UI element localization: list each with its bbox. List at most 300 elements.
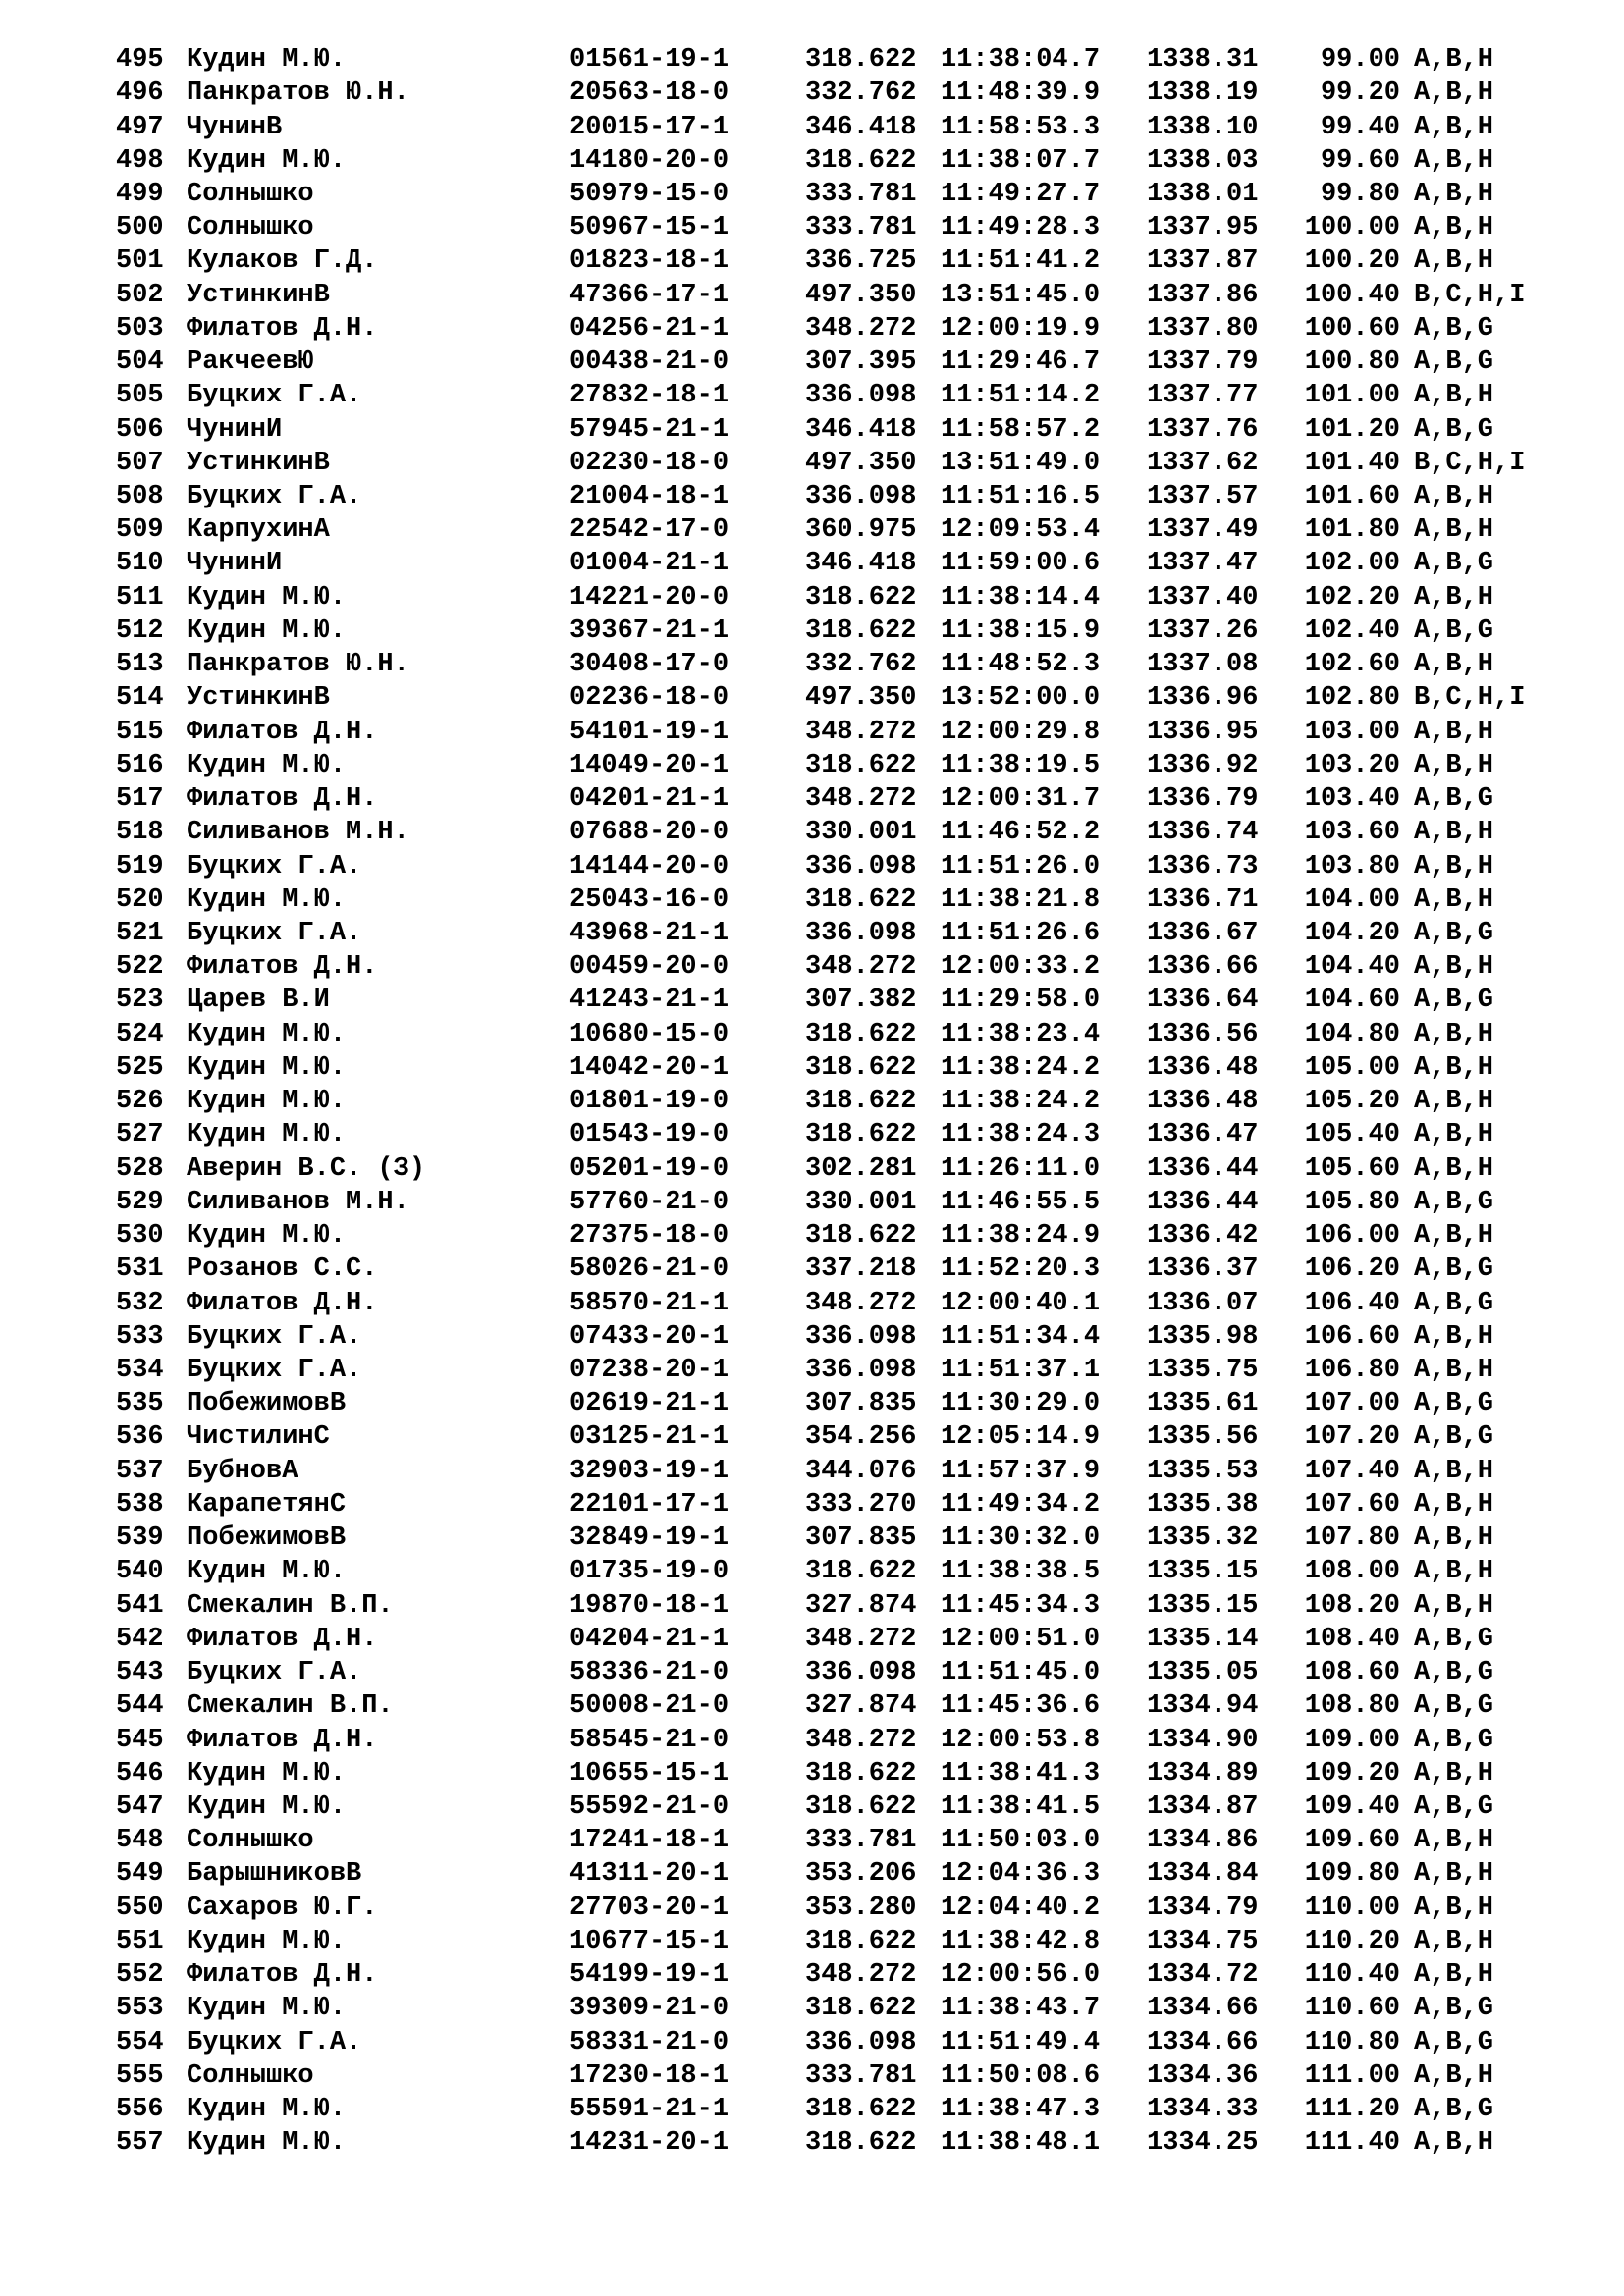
value-a: 318.622: [805, 1120, 917, 1150]
score: 1337.76: [1147, 414, 1259, 445]
record-id: 04201-21-1: [569, 784, 730, 815]
table-row: [0, 883, 1624, 918]
participant-name: Филатов Д.Н.: [187, 1725, 378, 1755]
participant-name: Панкратов Ю.Н.: [187, 79, 409, 109]
participant-name: Солнышко: [187, 179, 314, 209]
record-id: 39367-21-1: [569, 615, 730, 646]
score: 1335.75: [1147, 1356, 1259, 1385]
delta: 101.60: [1304, 482, 1400, 511]
participant-name: Солнышко: [187, 1826, 314, 1856]
table-row: [0, 1857, 1624, 1892]
flags: A,B,H: [1414, 884, 1494, 915]
value-a: 302.281: [805, 1153, 917, 1184]
participant-name: Кудин М.Ю.: [187, 1926, 347, 1956]
delta: 108.60: [1304, 1658, 1400, 1687]
score: 1334.94: [1147, 1691, 1259, 1722]
row-number: 529: [116, 1187, 164, 1217]
score: 1338.31: [1147, 45, 1259, 75]
time: 11:52:20.3: [941, 1255, 1101, 1285]
record-id: 03125-21-1: [569, 1422, 730, 1453]
time: 11:38:38.5: [941, 1557, 1101, 1587]
row-number: 531: [116, 1255, 164, 1285]
row-number: 544: [116, 1691, 164, 1722]
value-a: 330.001: [805, 818, 917, 848]
row-number: 522: [116, 952, 164, 983]
participant-name: Царев В.И: [187, 986, 330, 1016]
flags: A,B,H: [1414, 515, 1494, 546]
participant-name: ЧистилинС: [187, 1422, 330, 1453]
table-row: [0, 1522, 1624, 1556]
flags: A,B,H: [1414, 952, 1494, 983]
score: 1336.66: [1147, 952, 1259, 983]
flags: A,B,G: [1414, 313, 1494, 344]
time: 12:00:29.8: [941, 717, 1101, 747]
value-a: 336.098: [805, 1658, 917, 1687]
table-row: [0, 1253, 1624, 1287]
table-row: [0, 2059, 1624, 2094]
flags: A,B,G: [1414, 1288, 1494, 1318]
value-a: 318.622: [805, 1792, 917, 1822]
score: 1336.44: [1147, 1187, 1259, 1217]
record-id: 14049-20-1: [569, 750, 730, 780]
delta: 110.20: [1304, 1926, 1400, 1956]
value-a: 318.622: [805, 1019, 917, 1049]
flags: A,B,G: [1414, 2027, 1494, 2057]
record-id: 22101-17-1: [569, 1489, 730, 1520]
row-number: 548: [116, 1826, 164, 1856]
flags: A,B,H: [1414, 1153, 1494, 1184]
table-row: [0, 1790, 1624, 1825]
row-number: 555: [116, 2060, 164, 2091]
participant-name: ПобежимовВ: [187, 1523, 347, 1554]
row-number: 516: [116, 750, 164, 780]
record-id: 27832-18-1: [569, 381, 730, 411]
flags: A,B,H: [1414, 45, 1494, 75]
score: 1335.14: [1147, 1624, 1259, 1654]
row-number: 549: [116, 1859, 164, 1890]
row-number: 497: [116, 112, 164, 142]
table-row: [0, 1623, 1624, 1657]
value-a: 318.622: [805, 1926, 917, 1956]
delta: 108.80: [1304, 1691, 1400, 1722]
participant-name: Кудин М.Ю.: [187, 1792, 347, 1822]
flags: A,B,H: [1414, 1557, 1494, 1587]
delta: 108.40: [1304, 1624, 1400, 1654]
score: 1337.79: [1147, 347, 1259, 378]
record-id: 57760-21-0: [569, 1187, 730, 1217]
record-id: 22542-17-0: [569, 515, 730, 546]
flags: A,B,G: [1414, 1658, 1494, 1687]
flags: A,B,H: [1414, 1321, 1494, 1352]
row-number: 546: [116, 1758, 164, 1789]
value-a: 333.781: [805, 2060, 917, 2091]
value-a: 353.206: [805, 1859, 917, 1890]
value-a: 318.622: [805, 2128, 917, 2159]
time: 11:30:32.0: [941, 1523, 1101, 1554]
record-id: 01735-19-0: [569, 1557, 730, 1587]
flags: A,B,H: [1414, 818, 1494, 848]
value-a: 333.781: [805, 213, 917, 243]
table-row: [0, 1656, 1624, 1690]
value-a: 348.272: [805, 784, 917, 815]
flags: B,C,H,I: [1414, 448, 1526, 478]
delta: 109.20: [1304, 1758, 1400, 1789]
record-id: 32903-19-1: [569, 1456, 730, 1486]
table-row: [0, 1724, 1624, 1758]
flags: A,B,H: [1414, 1859, 1494, 1890]
participant-name: Аверин В.С. (З): [187, 1153, 426, 1184]
value-a: 353.280: [805, 1893, 917, 1923]
participant-name: Кудин М.Ю.: [187, 1557, 347, 1587]
score: 1337.86: [1147, 280, 1259, 310]
score: 1335.15: [1147, 1590, 1259, 1621]
table-row: [0, 1689, 1624, 1724]
time: 12:04:40.2: [941, 1893, 1101, 1923]
row-number: 547: [116, 1792, 164, 1822]
score: 1334.89: [1147, 1758, 1259, 1789]
row-number: 527: [116, 1120, 164, 1150]
row-number: 525: [116, 1052, 164, 1083]
table-row: [0, 816, 1624, 850]
delta: 106.00: [1304, 1221, 1400, 1251]
delta: 106.40: [1304, 1288, 1400, 1318]
time: 11:51:37.1: [941, 1356, 1101, 1385]
score: 1337.87: [1147, 246, 1259, 277]
score: 1336.42: [1147, 1221, 1259, 1251]
participant-name: Солнышко: [187, 2060, 314, 2091]
delta: 103.40: [1304, 784, 1400, 815]
value-a: 318.622: [805, 615, 917, 646]
time: 11:38:14.4: [941, 582, 1101, 613]
value-a: 346.418: [805, 112, 917, 142]
time: 11:51:14.2: [941, 381, 1101, 411]
time: 11:51:26.0: [941, 851, 1101, 881]
score: 1336.48: [1147, 1052, 1259, 1083]
delta: 104.60: [1304, 986, 1400, 1016]
delta: 105.00: [1304, 1052, 1400, 1083]
row-number: 523: [116, 986, 164, 1016]
flags: A,B,G: [1414, 2095, 1494, 2124]
time: 11:51:26.6: [941, 919, 1101, 948]
row-number: 533: [116, 1321, 164, 1352]
value-a: 497.350: [805, 448, 917, 478]
score: 1336.64: [1147, 986, 1259, 1016]
row-number: 503: [116, 313, 164, 344]
table-row: [0, 279, 1624, 313]
participant-name: Кудин М.Ю.: [187, 1087, 347, 1117]
table-row: [0, 1992, 1624, 2026]
time: 11:51:45.0: [941, 1658, 1101, 1687]
score: 1336.92: [1147, 750, 1259, 780]
score: 1334.33: [1147, 2095, 1259, 2124]
time: 11:38:15.9: [941, 615, 1101, 646]
record-id: 04204-21-1: [569, 1624, 730, 1654]
value-a: 336.098: [805, 1321, 917, 1352]
flags: A,B,H: [1414, 145, 1494, 176]
value-a: 330.001: [805, 1187, 917, 1217]
table-row: [0, 1219, 1624, 1254]
score: 1335.98: [1147, 1321, 1259, 1352]
delta: 99.00: [1320, 45, 1400, 75]
participant-name: Кудин М.Ю.: [187, 1758, 347, 1789]
record-id: 50008-21-0: [569, 1691, 730, 1722]
delta: 103.20: [1304, 750, 1400, 780]
time: 13:51:45.0: [941, 280, 1101, 310]
participant-name: Кудин М.Ю.: [187, 750, 347, 780]
score: 1338.01: [1147, 179, 1259, 209]
row-number: 545: [116, 1725, 164, 1755]
row-number: 507: [116, 448, 164, 478]
participant-name: Кудин М.Ю.: [187, 1221, 347, 1251]
row-number: 513: [116, 650, 164, 680]
value-a: 348.272: [805, 952, 917, 983]
flags: A,B,H: [1414, 213, 1494, 243]
participant-name: Кудин М.Ю.: [187, 2128, 347, 2159]
time: 11:46:52.2: [941, 818, 1101, 848]
flags: A,B,H: [1414, 1590, 1494, 1621]
delta: 105.80: [1304, 1187, 1400, 1217]
flags: A,B,H: [1414, 2060, 1494, 2091]
record-id: 02619-21-1: [569, 1389, 730, 1419]
delta: 99.80: [1320, 179, 1400, 209]
record-id: 00459-20-0: [569, 952, 730, 983]
flags: A,B,H: [1414, 2128, 1494, 2159]
time: 11:26:11.0: [941, 1153, 1101, 1184]
time: 11:51:49.4: [941, 2027, 1101, 2057]
score: 1334.75: [1147, 1926, 1259, 1956]
row-number: 508: [116, 482, 164, 511]
table-row: [0, 1488, 1624, 1522]
delta: 102.20: [1304, 582, 1400, 613]
flags: A,B,G: [1414, 549, 1494, 579]
record-id: 25043-16-0: [569, 884, 730, 915]
row-number: 536: [116, 1422, 164, 1453]
record-id: 55592-21-0: [569, 1792, 730, 1822]
table-row: [0, 1354, 1624, 1388]
row-number: 514: [116, 683, 164, 714]
row-number: 517: [116, 784, 164, 815]
score: 1338.19: [1147, 79, 1259, 109]
time: 13:51:49.0: [941, 448, 1101, 478]
row-number: 534: [116, 1356, 164, 1385]
participant-name: РакчеевЮ: [187, 347, 314, 378]
participant-name: Кудин М.Ю.: [187, 45, 347, 75]
record-id: 07688-20-0: [569, 818, 730, 848]
record-id: 14231-20-1: [569, 2128, 730, 2159]
score: 1337.49: [1147, 515, 1259, 546]
flags: A,B,H: [1414, 750, 1494, 780]
flags: A,B,H: [1414, 1758, 1494, 1789]
row-number: 528: [116, 1153, 164, 1184]
score: 1334.72: [1147, 1960, 1259, 1991]
flags: A,B,H: [1414, 1356, 1494, 1385]
value-a: 318.622: [805, 1994, 917, 2024]
flags: A,B,G: [1414, 615, 1494, 646]
score: 1337.08: [1147, 650, 1259, 680]
flags: A,B,G: [1414, 1792, 1494, 1822]
record-id: 01543-19-0: [569, 1120, 730, 1150]
row-number: 557: [116, 2128, 164, 2159]
table-row: [0, 1757, 1624, 1791]
value-a: 307.835: [805, 1523, 917, 1554]
score: 1338.03: [1147, 145, 1259, 176]
score: 1334.87: [1147, 1792, 1259, 1822]
time: 11:45:36.6: [941, 1691, 1101, 1722]
row-number: 530: [116, 1221, 164, 1251]
score: 1337.95: [1147, 213, 1259, 243]
table-row: [0, 1118, 1624, 1152]
row-number: 537: [116, 1456, 164, 1486]
score: 1337.40: [1147, 582, 1259, 613]
participant-name: ЧунинВ: [187, 112, 283, 142]
table-row: [0, 1018, 1624, 1052]
value-a: 348.272: [805, 1725, 917, 1755]
record-id: 07433-20-1: [569, 1321, 730, 1352]
value-a: 337.218: [805, 1255, 917, 1285]
value-a: 336.098: [805, 2027, 917, 2057]
score: 1337.80: [1147, 313, 1259, 344]
table-row: [0, 2026, 1624, 2060]
score: 1336.56: [1147, 1019, 1259, 1049]
participant-name: Буцких Г.А.: [187, 2027, 362, 2057]
delta: 100.60: [1304, 313, 1400, 344]
score: 1337.77: [1147, 381, 1259, 411]
delta: 110.60: [1304, 1994, 1400, 2024]
participant-name: Буцких Г.А.: [187, 1356, 362, 1385]
delta: 101.80: [1304, 515, 1400, 546]
delta: 111.40: [1304, 2128, 1400, 2159]
score: 1335.38: [1147, 1489, 1259, 1520]
table-row: [0, 111, 1624, 145]
table-row: [0, 1387, 1624, 1421]
table-row: [0, 2093, 1624, 2127]
value-a: 336.098: [805, 919, 917, 948]
value-a: 318.622: [805, 750, 917, 780]
value-a: 354.256: [805, 1422, 917, 1453]
row-number: 538: [116, 1489, 164, 1520]
delta: 110.80: [1304, 2027, 1400, 2057]
flags: A,B,H: [1414, 1120, 1494, 1150]
participant-name: Буцких Г.А.: [187, 1321, 362, 1352]
flags: A,B,H: [1414, 79, 1494, 109]
delta: 101.40: [1304, 448, 1400, 478]
value-a: 318.622: [805, 1758, 917, 1789]
value-a: 318.622: [805, 1221, 917, 1251]
row-number: 505: [116, 381, 164, 411]
value-a: 332.762: [805, 650, 917, 680]
score: 1334.84: [1147, 1859, 1259, 1890]
record-id: 32849-19-1: [569, 1523, 730, 1554]
participant-name: Филатов Д.Н.: [187, 1624, 378, 1654]
value-a: 307.835: [805, 1389, 917, 1419]
value-a: 348.272: [805, 717, 917, 747]
record-id: 58545-21-0: [569, 1725, 730, 1755]
flags: A,B,H: [1414, 482, 1494, 511]
time: 11:38:42.8: [941, 1926, 1101, 1956]
time: 11:38:19.5: [941, 750, 1101, 780]
record-id: 14221-20-0: [569, 582, 730, 613]
record-id: 41243-21-1: [569, 986, 730, 1016]
participant-name: Филатов Д.Н.: [187, 784, 378, 815]
score: 1336.73: [1147, 851, 1259, 881]
delta: 106.20: [1304, 1255, 1400, 1285]
participant-name: Сахаров Ю.Г.: [187, 1893, 378, 1923]
table-row: [0, 346, 1624, 380]
record-id: 14180-20-0: [569, 145, 730, 176]
record-id: 14042-20-1: [569, 1052, 730, 1083]
flags: A,B,H: [1414, 717, 1494, 747]
table-row: [0, 1892, 1624, 1926]
time: 12:00:33.2: [941, 952, 1101, 983]
time: 11:59:00.6: [941, 549, 1101, 579]
time: 11:38:21.8: [941, 884, 1101, 915]
time: 11:57:37.9: [941, 1456, 1101, 1486]
time: 11:50:03.0: [941, 1826, 1101, 1856]
record-id: 58026-21-0: [569, 1255, 730, 1285]
row-number: 518: [116, 818, 164, 848]
participant-name: Филатов Д.Н.: [187, 313, 378, 344]
time: 13:52:00.0: [941, 683, 1101, 714]
score: 1337.26: [1147, 615, 1259, 646]
participant-name: УстинкинВ: [187, 683, 330, 714]
record-id: 43968-21-1: [569, 919, 730, 948]
table-row: [0, 648, 1624, 682]
time: 11:58:57.2: [941, 414, 1101, 445]
delta: 103.00: [1304, 717, 1400, 747]
table-row: [0, 614, 1624, 649]
flags: A,B,H: [1414, 582, 1494, 613]
record-id: 17241-18-1: [569, 1826, 730, 1856]
delta: 107.60: [1304, 1489, 1400, 1520]
record-id: 58336-21-0: [569, 1658, 730, 1687]
participant-name: Розанов С.С.: [187, 1255, 378, 1285]
time: 11:38:24.9: [941, 1221, 1101, 1251]
row-number: 543: [116, 1658, 164, 1687]
flags: A,B,H: [1414, 1523, 1494, 1554]
flags: A,B,H: [1414, 1221, 1494, 1251]
participant-name: БубновА: [187, 1456, 298, 1486]
time: 11:38:43.7: [941, 1994, 1101, 2024]
time: 11:38:48.1: [941, 2128, 1101, 2159]
participant-name: Филатов Д.Н.: [187, 1960, 378, 1991]
value-a: 497.350: [805, 280, 917, 310]
table-row: [0, 77, 1624, 111]
table-row: [0, 144, 1624, 179]
participant-name: Буцких Г.А.: [187, 482, 362, 511]
score: 1335.32: [1147, 1523, 1259, 1554]
participant-name: Буцких Г.А.: [187, 381, 362, 411]
record-id: 50967-15-1: [569, 213, 730, 243]
time: 11:48:52.3: [941, 650, 1101, 680]
row-number: 500: [116, 213, 164, 243]
record-id: 27375-18-0: [569, 1221, 730, 1251]
value-a: 336.098: [805, 482, 917, 511]
record-id: 55591-21-1: [569, 2095, 730, 2124]
value-a: 348.272: [805, 1960, 917, 1991]
record-id: 01801-19-0: [569, 1087, 730, 1117]
row-number: 512: [116, 615, 164, 646]
table-row: [0, 2126, 1624, 2161]
flags: A,B,G: [1414, 784, 1494, 815]
flags: B,C,H,I: [1414, 280, 1526, 310]
table-row: [0, 716, 1624, 750]
value-a: 348.272: [805, 313, 917, 344]
table-row: [0, 244, 1624, 279]
table-row: [0, 917, 1624, 951]
delta: 107.40: [1304, 1456, 1400, 1486]
participant-name: Кудин М.Ю.: [187, 1052, 347, 1083]
time: 11:38:24.2: [941, 1052, 1101, 1083]
